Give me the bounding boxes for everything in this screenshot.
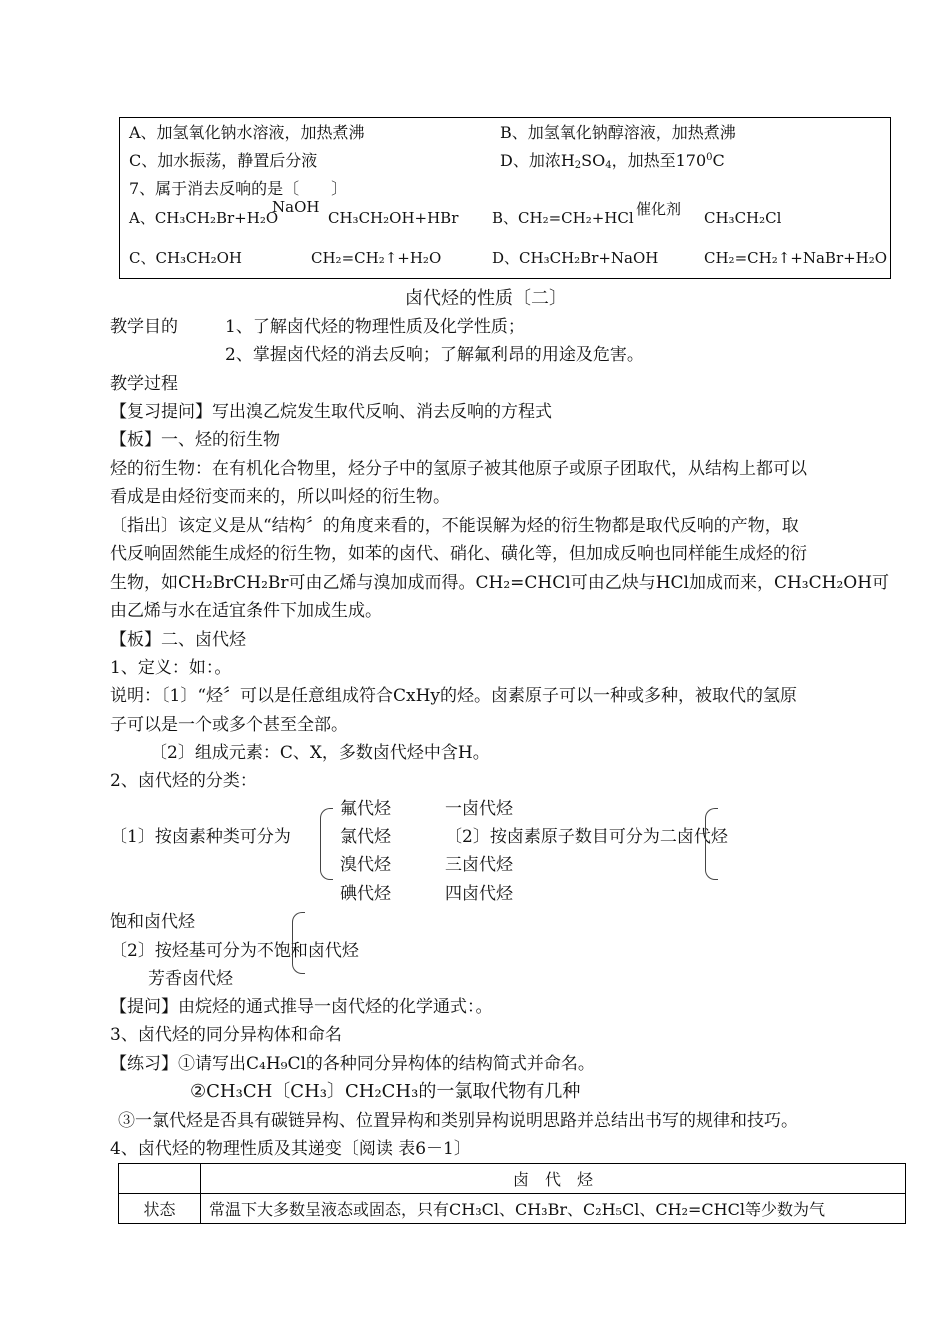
table-header-cell: 卤 代 烃	[201, 1164, 906, 1194]
section-4: 4、卤代烃的物理性质及其递变〔阅读 表6－1〕	[110, 1139, 471, 1159]
q7-b-product: CH₃CH₂Cl	[704, 209, 782, 227]
table-corner-cell	[119, 1164, 201, 1194]
aim-1: 1、了解卤代烃的物理性质及化学性质；	[225, 317, 525, 337]
process-heading: 教学过程	[110, 374, 178, 394]
q7-option-c: C、CH₃CH₂OH	[129, 249, 242, 267]
aim-2: 2、掌握卤代烃的消去反响；了解氟利昂的用途及危害。	[225, 345, 644, 365]
saturated-halide: 饱和卤代烃	[110, 912, 195, 932]
explanation-line-3: 〔2〕组成元素：C、X，多数卤代烃中含H。	[150, 743, 490, 763]
explanation-line-1: 说明：〔1〕“烃〞可以是任意组成符合CxHy的烃。卤素原子可以一种或多种，被取代的氢原	[110, 686, 798, 706]
halogen-type-chloro: 氯代烃	[340, 827, 391, 847]
aim-label: 教学目的	[110, 317, 178, 337]
classification-2-label: 〔2〕按卤素原子数目可分为二卤代烃	[445, 827, 728, 847]
properties-table	[118, 1163, 906, 1224]
definition-line-2: 看成是由烃衍变而来的，所以叫烃的衍生物。	[110, 487, 450, 507]
q7-b-condition: 催化剂	[636, 200, 682, 218]
option-d: D、加浓$H_2SO_4$，加热至$170^0C$	[500, 151, 725, 171]
note-line-2: 代反响固然能生成烃的衍生物，如苯的卤代、硝化、磺化等，但加成反响也同样能生成烃的衍	[110, 544, 807, 564]
explanation-line-2: 子可以是一个或多个甚至全部。	[110, 715, 348, 735]
halogen-type-bromo: 溴代烃	[340, 855, 391, 875]
q7-c-product: CH₂=CH₂↑+H₂O	[311, 249, 442, 267]
review-question: 【复习提问】写出溴乙烷发生取代反响、消去反响的方程式	[110, 402, 552, 422]
aromatic-halide: 芳香卤代烃	[148, 969, 233, 989]
definition-line-1: 烃的衍生物：在有机化合物里，烃分子中的氢原子被其他原子或原子团取代，从结构上都可以	[110, 459, 807, 479]
question-7: 7、属于消去反响的是〔 〕	[129, 179, 348, 198]
note-line-3: 生物，如CH₂BrCH₂Br可由乙烯与溴加成而得。CH₂=CHCl可由乙炔与HCl加成而来，CH₃CH₂OH可	[110, 573, 890, 593]
table-header-row	[119, 1164, 906, 1194]
count-type-tetra: 四卤代烃	[445, 884, 513, 904]
page-title: 卤代烃的性质〔二〕	[405, 288, 567, 309]
halogen-type-fluoro: 氟代烃	[340, 799, 391, 819]
q7-option-a: A、CH₃CH₂Br+H₂O	[129, 209, 279, 227]
board-heading-1: 【板】一、烃的衍生物	[110, 430, 280, 450]
note-line-1: 〔指出〕该定义是从“结构〞的角度来看的，不能误解为烃的衍生物都是取代反响的产物，取	[110, 516, 799, 536]
q7-option-b: B、CH₂=CH₂+HCl	[492, 209, 634, 227]
q7-a-product: CH₃CH₂OH+HBr	[328, 209, 459, 227]
exercise-2: ②CH₃CH〔CH₃〕CH₂CH₃的一氯取代物有几种	[190, 1081, 581, 1102]
halogen-type-iodo: 碘代烃	[340, 884, 391, 904]
count-type-tri: 三卤代烃	[445, 855, 513, 875]
option-a: A、加氢氧化钠水溶液，加热煮沸	[129, 123, 365, 142]
note-line-4: 由乙烯与水在适宜条件下加成生成。	[110, 601, 382, 621]
table-row-value: 常温下大多数呈液态或固态，只有CH₃Cl、CH₃Br、C₂H₅Cl、CH₂=CHCl等少数为气	[201, 1194, 906, 1224]
exercise-1: 【练习】①请写出C₄H₉Cl的各种同分异构体的结构简式并命名。	[110, 1054, 595, 1074]
section-1: 1、定义：如：。	[110, 658, 232, 678]
section-3: 3、卤代烃的同分异构体和命名	[110, 1025, 342, 1045]
count-type-mono: 一卤代烃	[445, 799, 513, 819]
section-2: 2、卤代烃的分类：	[110, 771, 257, 791]
table-row-label: 状态	[119, 1194, 201, 1224]
table-row	[119, 1194, 906, 1224]
exercise-3: ③一氯代烃是否具有碳链异构、位置异构和类别异构说明思路并总结出书写的规律和技巧。	[118, 1111, 798, 1131]
q7-a-condition: NaOH	[272, 198, 320, 216]
classification-3-label: 〔2〕按烃基可分为不饱和卤代烃	[110, 941, 359, 961]
question-formula: 【提问】由烷烃的通式推导一卤代烃的化学通式：。	[110, 997, 493, 1017]
option-b: B、加氢氧化钠醇溶液，加热煮沸	[500, 123, 736, 142]
option-c: C、加水振荡，静置后分液	[129, 151, 318, 170]
left-brace	[705, 808, 718, 880]
left-brace	[320, 808, 333, 880]
board-heading-2: 【板】二、卤代烃	[110, 630, 246, 650]
q7-option-d: D、CH₃CH₂Br+NaOH	[492, 249, 659, 267]
q7-d-product: CH₂=CH₂↑+NaBr+H₂O	[704, 249, 888, 267]
classification-1-label: 〔1〕按卤素种类可分为	[110, 827, 291, 847]
